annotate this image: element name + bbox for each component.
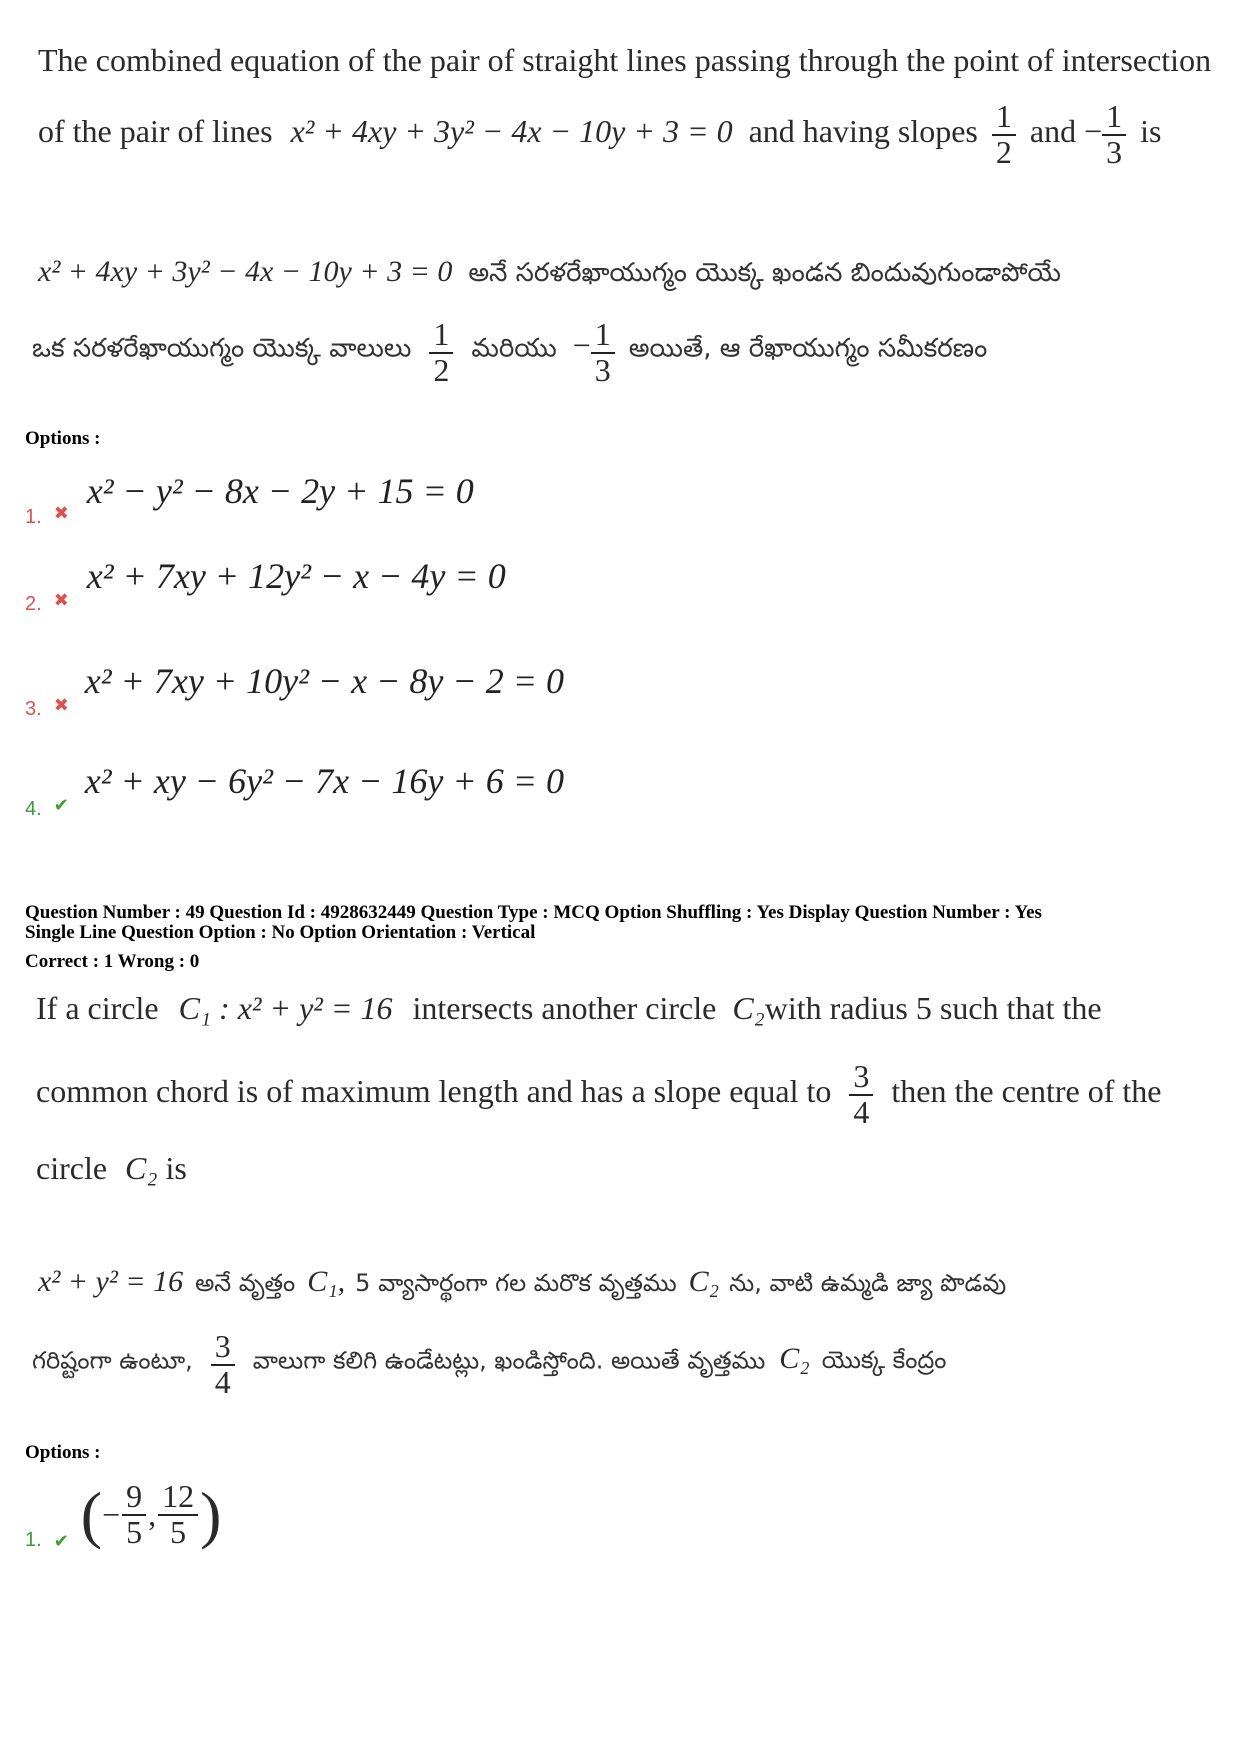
q49-option-1[interactable] (25, 1478, 221, 1552)
q49-slope-fraction (849, 1060, 873, 1129)
q49-telugu-text: గరిష్టంగా ఉంటూ, (32, 1346, 193, 1375)
q48-telugu-text: అయితే, ఆ రేఖాయుగ్మం సమీకరణం (628, 333, 988, 364)
q48-telugu-line1 (38, 255, 1061, 294)
q49-telugu-slope (211, 1330, 235, 1399)
paren-close: ) (200, 1479, 222, 1550)
q49-circle-c2: C₂ (732, 990, 765, 1026)
fraction-denominator: 4 (853, 1093, 870, 1130)
q49-text-line2 (36, 1060, 1161, 1129)
q49-text-part: is (165, 1150, 187, 1186)
fraction-denominator: 2 (433, 351, 450, 388)
q49-text-part: with radius 5 such that the (764, 990, 1102, 1026)
q48-text-line1: The combined equation of the pair of straight lines passing through the point of intersection (38, 42, 1212, 78)
q49-text-part: common chord is of maximum length and has a slope equal to (36, 1072, 832, 1109)
option-text: x² + 7xy + 10y² − x − 8y − 2 = 0 (84, 661, 564, 701)
option-number: 4. (25, 798, 42, 820)
fraction-denominator: 2 (995, 133, 1012, 170)
q49-telugu-line1 (38, 1265, 1006, 1303)
fraction-denominator: 3 (594, 351, 611, 388)
q49-telugu-equation: x² + y² = 16 (38, 1265, 184, 1298)
q49-circle-c2: C₂ (779, 1342, 810, 1376)
option-number: 1. (25, 1529, 42, 1551)
fraction-numerator: 3 (211, 1330, 235, 1366)
q49-equation: C₁ : x² + y² = 16 (178, 990, 393, 1026)
q48-text-part: of the pair of lines (38, 112, 273, 149)
q49-circle-c2: C₂ (125, 1150, 158, 1186)
q48-text-line2 (38, 100, 1161, 169)
q49-text-part: If a circle (36, 990, 159, 1026)
q49-telugu-text: యొక్క కేంద్రం (821, 1346, 947, 1375)
option-number: 2. (25, 593, 42, 615)
q48-telugu-line2 (32, 318, 987, 387)
minus-sign: − (102, 1496, 121, 1533)
q49-text-line3 (36, 1150, 187, 1187)
fraction-numerator: 12 (158, 1480, 198, 1516)
option-fraction-y (158, 1480, 198, 1549)
q48-option-3[interactable] (25, 660, 564, 720)
q48-telugu-equation: x² + 4xy + 3y² − 4x − 10y + 3 = 0 (38, 255, 453, 288)
option-text: x² − y² − 8x − 2y + 15 = 0 (86, 471, 474, 511)
q48-telugu-slope2 (591, 318, 615, 387)
q49-text-part: then the centre of the (891, 1072, 1162, 1109)
q49-telugu-text: 5 వ్యాసార్థంగా గల మరొక వృత్తము (355, 1269, 677, 1297)
check-icon: ✔ (53, 795, 69, 816)
q49-telugu-text: అనే వృత్తం (195, 1269, 296, 1297)
comma: , (148, 1496, 157, 1533)
fraction-numerator: 1 (1102, 100, 1126, 136)
q49-circle-c2: C₂ (688, 1265, 720, 1298)
q49-meta-line1: Question Number : 49 Question Id : 4928632449 Question Type : MCQ Option Shuffling : Yes Display Question Number : Yes (25, 902, 1042, 923)
q48-equation: x² + 4xy + 3y² − 4x − 10y + 3 = 0 (290, 112, 733, 149)
minus-sign: − (1084, 112, 1103, 149)
q49-meta-line3: Correct : 1 Wrong : 0 (25, 951, 200, 972)
option-fraction-x (122, 1480, 146, 1549)
cross-icon: ✖ (53, 695, 69, 716)
q48-text-part: and (1029, 112, 1077, 149)
q48-telugu-slope1 (429, 318, 453, 387)
q48-telugu-text: ఒక సరళరేఖాయుగ్మం యొక్క వాలులు (32, 333, 412, 364)
q49-circle-c1: C₁, (307, 1265, 346, 1298)
q49-telugu-line2 (32, 1330, 946, 1399)
q49-meta-line2: Single Line Question Option : No Option Orientation : Vertical (25, 922, 536, 943)
fraction-denominator: 5 (126, 1514, 143, 1550)
q48-slope1-fraction (992, 100, 1016, 169)
q48-options-label: Options : (25, 428, 101, 449)
option-text (81, 1478, 222, 1552)
fraction-numerator: 1 (992, 100, 1016, 136)
fraction-numerator: 3 (849, 1060, 873, 1096)
paren-open: ( (80, 1479, 103, 1550)
q48-slope2-fraction (1102, 100, 1126, 169)
fraction-numerator: 1 (591, 318, 615, 354)
fraction-denominator: 5 (170, 1514, 187, 1550)
fraction-denominator: 4 (214, 1363, 231, 1400)
q48-telugu-text: అనే సరళరేఖాయుగ్మం యొక్క ఖండన బిందువుగుండాపోయే (468, 258, 1061, 288)
fraction-numerator: 9 (122, 1480, 146, 1516)
fraction-denominator: 3 (1106, 133, 1123, 170)
q48-telugu-text: మరియు (471, 333, 557, 364)
q49-text-line1 (36, 990, 1102, 1027)
option-number: 1. (25, 506, 42, 528)
option-number: 3. (25, 698, 42, 720)
q49-text-part: intersects another circle (412, 990, 717, 1026)
q48-option-2[interactable] (25, 555, 506, 615)
q48-text-part: is (1140, 112, 1162, 149)
option-text: x² + 7xy + 12y² − x − 4y = 0 (86, 556, 506, 596)
q48-option-4[interactable] (25, 760, 564, 820)
fraction-numerator: 1 (429, 318, 453, 354)
q49-telugu-text: వాలుగా కలిగి ఉండేటట్లు, ఖండిస్తోంది. అయితే వృత్తము (252, 1346, 766, 1375)
check-icon: ✔ (53, 1531, 69, 1552)
q48-text-part: and having slopes (748, 112, 978, 149)
q49-text-part: circle (36, 1150, 108, 1186)
option-text: x² + xy − 6y² − 7x − 16y + 6 = 0 (84, 761, 564, 801)
cross-icon: ✖ (53, 503, 69, 524)
minus-sign: − (572, 327, 591, 364)
q49-options-label: Options : (25, 1442, 101, 1463)
cross-icon: ✖ (53, 590, 69, 611)
q48-option-1[interactable] (25, 470, 474, 528)
q49-telugu-text: ను, వాటి ఉమ్మడి జ్యా పొడవు (729, 1269, 1007, 1297)
